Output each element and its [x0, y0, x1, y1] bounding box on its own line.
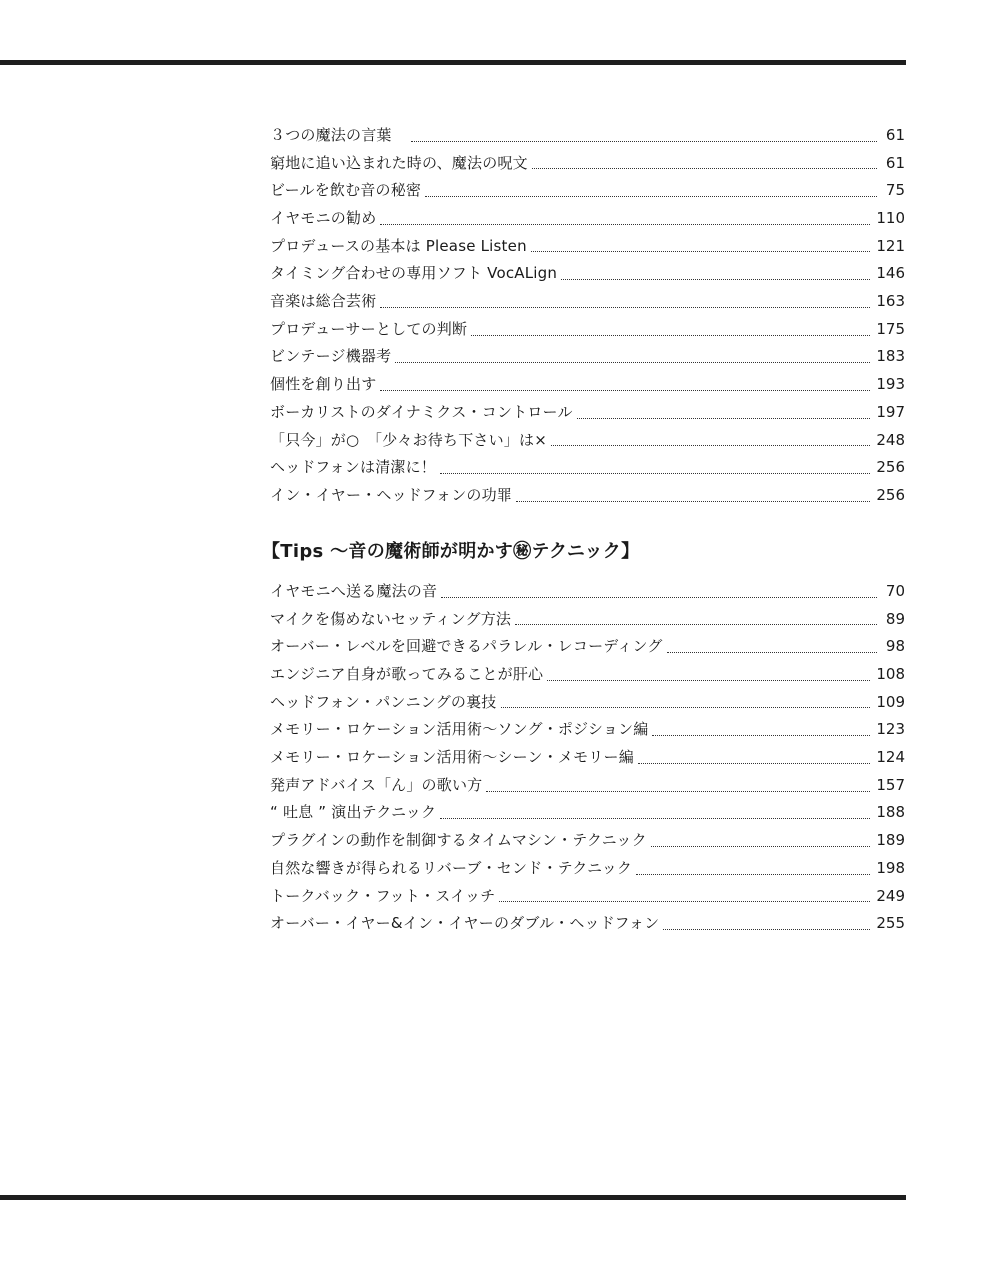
- toc-entry-title: 自然な響きが得られるリバーブ・センド・テクニック: [270, 858, 633, 877]
- toc-entry-page: 89: [885, 609, 905, 628]
- dot-leader: [380, 224, 870, 225]
- dot-leader: [531, 251, 871, 252]
- toc-entry: [270, 427, 905, 455]
- dot-leader: [561, 279, 870, 280]
- dot-leader: [499, 901, 870, 902]
- toc-entry: [270, 233, 905, 261]
- toc-entry-page: 108: [876, 665, 905, 684]
- toc-entry-page: 197: [876, 402, 905, 421]
- toc-entry: [270, 633, 905, 661]
- section-heading-tips: 【Tips ～音の魔術師が明かす㊙テクニック】: [262, 541, 640, 562]
- toc-entry-title: エンジニア自身が歌ってみることが肝心: [270, 665, 544, 684]
- dot-leader: [663, 929, 870, 930]
- toc-entry-title: メモリー・ロケーション活用術～ソング・ポジション編: [270, 720, 649, 739]
- toc-entry-page: 198: [876, 858, 905, 877]
- toc-entry: [270, 205, 905, 233]
- toc-entry-page: 255: [876, 914, 905, 933]
- toc-entry-title: プロデュースの基本は Please Listen: [270, 236, 527, 255]
- toc-entry: [270, 689, 905, 717]
- toc-entry: [270, 122, 905, 150]
- toc-entry-page: 75: [885, 181, 905, 200]
- toc-entry: [270, 288, 905, 316]
- toc-entry: [270, 716, 905, 744]
- toc-entry-page: 124: [876, 748, 905, 767]
- bottom-rule: [0, 1195, 906, 1200]
- toc-entry-page: 61: [885, 153, 905, 172]
- dot-leader: [380, 307, 870, 308]
- dot-leader: [440, 818, 870, 819]
- dot-leader: [425, 196, 877, 197]
- dot-leader: [515, 624, 877, 625]
- dot-leader: [411, 141, 877, 142]
- toc-entry: [270, 316, 905, 344]
- toc-entry-title: ビールを飲む音の秘密: [270, 181, 422, 200]
- toc-entry-title: オーバー・イヤー&イン・イヤーのダブル・ヘッドフォン: [270, 914, 660, 933]
- toc-entry-page: 109: [876, 692, 905, 711]
- toc-list-main: [270, 122, 905, 510]
- toc-entry: [270, 772, 905, 800]
- toc-entry-page: 175: [876, 319, 905, 338]
- toc-entry: [270, 883, 905, 911]
- toc-entry-page: 249: [876, 886, 905, 905]
- toc-entry-title: ３つの魔法の言葉: [270, 125, 407, 144]
- dot-leader: [486, 791, 870, 792]
- toc-entry-title: 発声アドバイス「ん」の歌い方: [270, 775, 483, 794]
- dot-leader: [652, 735, 870, 736]
- toc-entry: [270, 454, 905, 482]
- toc-entry-page: 193: [876, 375, 905, 394]
- toc-entry-title: オーバー・レベルを回避できるパラレル・レコーディング: [270, 637, 663, 656]
- toc-entry: [270, 800, 905, 828]
- top-rule: [0, 60, 906, 65]
- toc-entry-title: ヘッドフォンは清潔に！: [270, 458, 437, 477]
- toc-entry-page: 121: [876, 236, 905, 255]
- toc-entry: [270, 371, 905, 399]
- toc-entry-title: ヘッドフォン・パンニングの裏技: [270, 692, 497, 711]
- toc-entry-page: 70: [885, 581, 905, 600]
- dot-leader: [441, 597, 877, 598]
- toc-entry-title: メモリー・ロケーション活用術～シーン・メモリー編: [270, 748, 634, 767]
- toc-entry: [270, 344, 905, 372]
- toc-entry: [270, 482, 905, 510]
- toc-entry-title: “ 吐息 ” 演出テクニック: [270, 803, 437, 822]
- toc-entry: [270, 399, 905, 427]
- toc-entry: [270, 910, 905, 938]
- dot-leader: [380, 390, 870, 391]
- toc-entry-title: タイミング合わせの専用ソフト VocALign: [270, 264, 558, 283]
- dot-leader: [471, 335, 870, 336]
- dot-leader: [516, 501, 870, 502]
- dot-leader: [440, 473, 870, 474]
- toc-entry-title: ビンテージ機器考: [270, 347, 392, 366]
- toc-entry-title: プラグインの動作を制御するタイムマシン・テクニック: [270, 831, 647, 850]
- toc-entry-title: トークバック・フット・スイッチ: [270, 886, 496, 905]
- toc-entry: [270, 150, 905, 178]
- toc-entry-page: 98: [885, 637, 905, 656]
- toc-entry: [270, 177, 905, 205]
- dot-leader: [577, 418, 871, 419]
- toc-entry-title: イヤモニの勧め: [270, 209, 377, 228]
- toc-entry-title: 音楽は総合芸術: [270, 292, 377, 311]
- toc-entry: [270, 827, 905, 855]
- toc-entry-page: 248: [876, 430, 905, 449]
- toc-entry-page: 256: [876, 485, 905, 504]
- dot-leader: [532, 168, 877, 169]
- dot-leader: [651, 846, 871, 847]
- dot-leader: [667, 652, 877, 653]
- toc-entry: [270, 855, 905, 883]
- toc-entry-page: 183: [876, 347, 905, 366]
- toc-entry-page: 146: [876, 264, 905, 283]
- toc-entry-page: 188: [876, 803, 905, 822]
- toc-entry: [270, 260, 905, 288]
- dot-leader: [501, 707, 871, 708]
- toc-entry-title: プロデューサーとしての判断: [270, 319, 468, 338]
- dot-leader: [636, 874, 870, 875]
- toc-entry: [270, 578, 905, 606]
- toc-entry-title: 窮地に追い込まれた時の、魔法の呪文: [270, 153, 528, 172]
- toc-entry-title: マイクを傷めないセッティング方法: [270, 609, 512, 628]
- toc-entry-title: 個性を創り出す: [270, 375, 377, 394]
- toc-entry: [270, 661, 905, 689]
- toc-entry-title: 「只今」が○ 「少々お待ち下さい」は×: [270, 430, 547, 449]
- dot-leader: [395, 362, 870, 363]
- toc-entry-title: イヤモニへ送る魔法の音: [270, 581, 438, 600]
- dot-leader: [547, 680, 870, 681]
- toc-entry-page: 123: [876, 720, 905, 739]
- toc-entry-title: イン・イヤー・ヘッドフォンの功罪: [270, 485, 513, 504]
- dot-leader: [551, 445, 870, 446]
- toc-entry: [270, 606, 905, 634]
- toc-entry-title: ボーカリストのダイナミクス・コントロール: [270, 402, 573, 421]
- toc-entry-page: 61: [885, 125, 905, 144]
- toc-entry-page: 163: [876, 292, 905, 311]
- toc-list-tips: [270, 578, 905, 938]
- toc-entry-page: 110: [876, 209, 905, 228]
- toc-entry: [270, 744, 905, 772]
- toc-entry-page: 189: [876, 831, 905, 850]
- toc-entry-page: 157: [876, 775, 905, 794]
- dot-leader: [638, 763, 870, 764]
- toc-entry-page: 256: [876, 458, 905, 477]
